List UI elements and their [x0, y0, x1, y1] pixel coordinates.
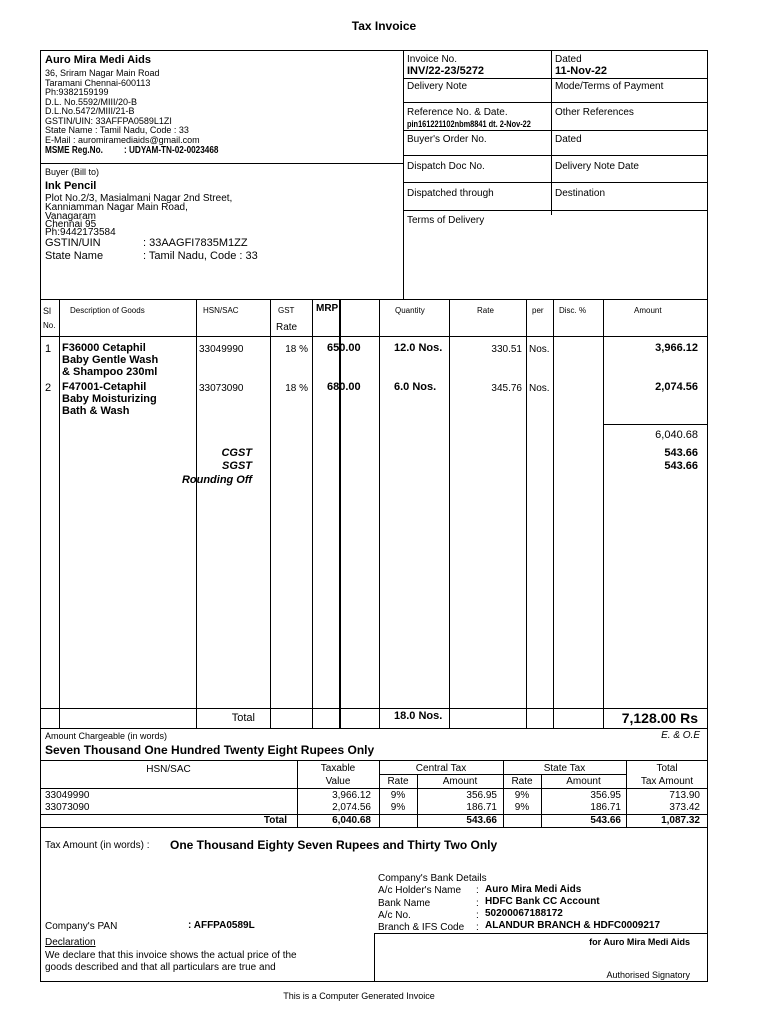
dispatched-through-label: Dispatched through	[407, 188, 494, 199]
item-mrp: 650.00	[327, 342, 361, 354]
buyer-address-line: Chennai 95	[45, 219, 97, 230]
seller-email: E-Mail : auromiramediaids@gmail.com	[45, 135, 200, 145]
declaration-text: We declare that this invoice shows the actual price of the	[45, 950, 297, 961]
tax-row-taxable: 2,074.56	[332, 802, 371, 813]
buyers-order-label: Buyer's Order No.	[407, 134, 487, 145]
tax-total-total: 1,087.32	[661, 815, 700, 826]
buyer-gstin-value: : 33AAGFI7835M1ZZ	[143, 237, 248, 249]
seller-dl-2: D.L.No.5472/MIII/21-B	[45, 106, 135, 116]
total-qty: 18.0 Nos.	[394, 710, 443, 722]
bank-holder: Auro Mira Medi Aids	[485, 884, 582, 895]
item-sl: 2	[45, 382, 52, 394]
item-amount: 2,074.56	[655, 381, 698, 393]
order-dated-label: Dated	[555, 134, 582, 145]
item-desc: & Shampoo 230ml	[62, 366, 158, 378]
other-references-label: Other References	[555, 107, 634, 118]
item-gst: 18 %	[285, 383, 308, 394]
item-mrp: 680.00	[327, 381, 361, 393]
authorised-signatory: Authorised Signatory	[606, 970, 690, 980]
buyer-name: Ink Pencil	[45, 180, 97, 192]
tax-total-taxable: 6,040.68	[332, 815, 371, 826]
msme-value: : UDYAM-TN-02-0023468	[124, 145, 219, 156]
delivery-note-date-label: Delivery Note Date	[555, 161, 639, 172]
tax-row-c-amount: 356.95	[466, 790, 497, 801]
terms-of-delivery-label: Terms of Delivery	[407, 215, 485, 226]
cgst-amount: 543.66	[664, 447, 698, 459]
seller-state: State Name : Tamil Nadu, Code : 33	[45, 125, 189, 135]
tax-col-tax-amount: Tax Amount	[640, 776, 694, 787]
bank-colon: :	[476, 922, 479, 933]
item-hsn: 33049990	[199, 344, 244, 355]
tax-row-total: 713.90	[669, 790, 700, 801]
dated-label: Dated	[555, 54, 582, 65]
bank-acno: 50200067188172	[485, 908, 563, 919]
reference-label: Reference No. & Date.	[407, 107, 508, 118]
item-desc: F47001-Cetaphil	[62, 381, 147, 393]
bank-name-label: Bank Name	[378, 898, 431, 909]
bank-heading: Company's Bank Details	[378, 873, 487, 884]
tax-row-s-amount: 356.95	[590, 790, 621, 801]
tax-col-c-amount: Amount	[442, 776, 478, 787]
bank-colon: :	[476, 885, 479, 896]
col-per: per	[532, 306, 544, 315]
tax-row-total: 373.42	[669, 802, 700, 813]
tax-words-label: Tax Amount (in words) :	[45, 840, 150, 851]
item-rate: 345.76	[491, 383, 522, 394]
seller-address-line: 36, Sriram Nagar Main Road	[45, 68, 160, 78]
pan-value: : AFFPA0589L	[188, 920, 255, 931]
tax-col-central: Central Tax	[415, 763, 467, 774]
tax-total-label: Total	[263, 815, 287, 826]
col-gst: GST	[278, 306, 295, 315]
buyer-gstin-label: GSTIN/UIN	[45, 237, 101, 249]
bank-colon: :	[476, 898, 479, 909]
col-gst-rate: Rate	[276, 322, 298, 333]
tax-row-hsn: 33073090	[45, 802, 90, 813]
cgst-label: CGST	[221, 447, 252, 459]
sgst-amount: 543.66	[664, 460, 698, 472]
item-desc: Baby Moisturizing	[62, 393, 157, 405]
tax-row-taxable: 3,966.12	[332, 790, 371, 801]
buyer-state-label: State Name	[45, 250, 104, 262]
buyer-address-line: Kanniamman Nagar Main Road,	[45, 202, 188, 213]
tax-col-s-rate: Rate	[511, 776, 533, 787]
item-desc: F36000 Cetaphil	[62, 342, 146, 354]
invoice-no-label: Invoice No.	[407, 54, 458, 65]
total-label: Total	[231, 712, 255, 724]
tax-row-c-rate: 9%	[390, 790, 406, 801]
declaration-label: Declaration	[45, 937, 96, 948]
tax-col-value: Value	[325, 776, 351, 787]
col-rate: Rate	[477, 306, 494, 315]
tax-total-s-amount: 543.66	[590, 815, 621, 826]
tax-col-s-amount: Amount	[566, 776, 601, 787]
bank-colon: :	[476, 910, 479, 921]
item-rate: 330.51	[491, 344, 522, 355]
amount-words: Seven Thousand One Hundred Twenty Eight Rupees Only	[45, 743, 375, 757]
item-per: Nos.	[529, 344, 550, 355]
item-sl: 1	[45, 343, 52, 355]
seller-phone: Ph:9382159199	[45, 87, 109, 97]
col-amount: Amount	[634, 306, 662, 315]
bank-branch-label: Branch & IFS Code	[378, 922, 465, 933]
page-title: Tax Invoice	[351, 19, 417, 33]
invoice-date: 11-Nov-22	[555, 65, 607, 77]
item-desc: Bath & Wash	[62, 405, 130, 417]
buyer-state-value: : Tamil Nadu, Code : 33	[143, 250, 258, 262]
tax-row-c-amount: 186.71	[466, 802, 497, 813]
tax-row-s-rate: 9%	[514, 790, 530, 801]
seller-name: Auro Mira Medi Aids	[45, 54, 151, 66]
invoice-no: INV/22-23/5272	[407, 65, 485, 77]
item-gst: 18 %	[285, 344, 308, 355]
col-mrp: MRP	[316, 303, 339, 314]
for-company: for Auro Mira Medi Aids	[589, 937, 690, 947]
tax-col-state: State Tax	[543, 763, 586, 774]
buyer-heading: Buyer (Bill to)	[45, 167, 100, 177]
tax-col-total: Total	[656, 763, 678, 774]
item-hsn: 33073090	[199, 383, 244, 394]
col-disc: Disc. %	[559, 306, 587, 315]
tax-col-c-rate: Rate	[387, 776, 409, 787]
tax-row-s-amount: 186.71	[590, 802, 621, 813]
msme-label: MSME Reg.No.	[45, 145, 103, 156]
eoe: E. & O.E	[661, 730, 700, 741]
tax-total-c-amount: 543.66	[466, 815, 497, 826]
col-hsn: HSN/SAC	[203, 306, 239, 315]
buyer-address-line: Vanagaram	[45, 211, 96, 222]
item-qty: 12.0 Nos.	[394, 342, 443, 354]
item-per: Nos.	[529, 383, 550, 394]
seller-gstin: GSTIN/UIN: 33AFFPA0589L1ZI	[45, 116, 172, 126]
tax-col-taxable: Taxable	[320, 763, 356, 774]
total-amount: 7,128.00 Rs	[621, 710, 698, 726]
reference-value: pin161221102nbm8841 dt. 2-Nov-22	[407, 119, 531, 129]
tax-words: One Thousand Eighty Seven Rupees and Thirty Two Only	[170, 838, 498, 852]
dispatch-doc-label: Dispatch Doc No.	[407, 161, 485, 172]
bank-name: HDFC Bank CC Account	[485, 896, 600, 907]
col-quantity: Quantity	[395, 306, 425, 315]
footer-note: This is a Computer Generated Invoice	[283, 991, 435, 1001]
col-sl: Sl	[43, 306, 52, 316]
destination-label: Destination	[555, 188, 606, 199]
item-desc: Baby Gentle Wash	[62, 354, 159, 366]
pan-label: Company's PAN	[45, 921, 118, 932]
item-qty: 6.0 Nos.	[394, 381, 437, 393]
tax-row-hsn: 33049990	[45, 790, 90, 801]
bank-holder-label: A/c Holder's Name	[378, 885, 462, 896]
tax-row-s-rate: 9%	[514, 802, 530, 813]
buyer-phone: Ph:9442173584	[45, 227, 116, 238]
declaration-text: goods described and that all particulars are true and	[45, 962, 276, 973]
amount-words-label: Amount Chargeable (in words)	[45, 731, 168, 741]
delivery-note-label: Delivery Note	[407, 81, 468, 92]
buyer-address-line: Plot No.2/3, Masialmani Nagar 2nd Street,	[45, 193, 233, 204]
mode-terms-label: Mode/Terms of Payment	[555, 81, 664, 92]
subtotal: 6,040.68	[655, 429, 698, 441]
col-no: No.	[43, 321, 56, 330]
rounding-label: Rounding Off	[181, 474, 252, 486]
item-amount: 3,966.12	[655, 342, 698, 354]
bank-acno-label: A/c No.	[378, 910, 411, 921]
tax-col-hsn: HSN/SAC	[146, 764, 191, 775]
col-description: Description of Goods	[70, 306, 145, 315]
seller-address-line: Taramani Chennai-600113	[45, 78, 151, 88]
seller-dl-1: D.L. No.5592/MIII/20-B	[45, 97, 138, 107]
bank-branch: ALANDUR BRANCH & HDFC0009217	[485, 920, 661, 931]
sgst-label: SGST	[222, 460, 252, 472]
tax-row-c-rate: 9%	[390, 802, 406, 813]
